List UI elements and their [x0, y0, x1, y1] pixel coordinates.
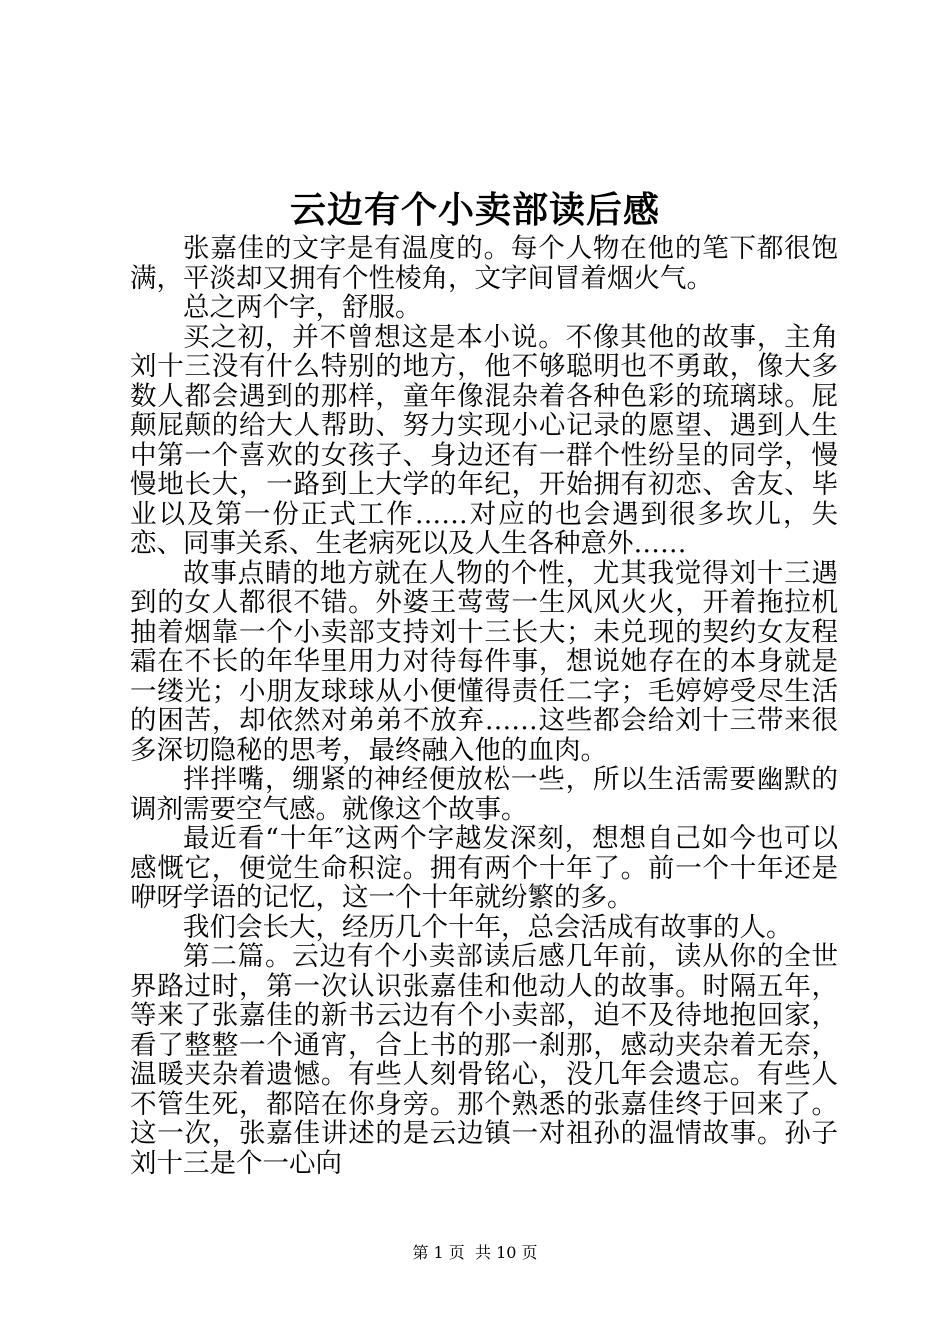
paragraph: 第二篇。云边有个小卖部读后感几年前，读从你的全世界路过时，第一次认识张嘉佳和他动人的故事。时隔五年，等来了张嘉佳的新书云边有个小卖部，迫不及待地抱回家，看了整整一个通宵，合上书的那一刹那，感动夹杂着无奈，温暖夹杂着遗憾。有些人刻骨铭心，没几年会遗忘。有些人不管生死，都陪在你身旁。那个熟悉的张嘉佳终于回来了。这一次，张嘉佳讲述的是云边镇一对祖孙的温情故事。孙子刘十三是个一心向 [130, 941, 838, 1179]
paragraph: 我们会长大，经历几个十年，总会活成有故事的人。 [183, 911, 793, 943]
paragraph: 最近看“十年″这两个字越发深刻，想想自己如今也可以感慨它，便觉生命积淀。拥有两个十年了。前一个十年还是咿呀学语的记忆，这一个十年就纷繁的多。 [130, 823, 838, 913]
paragraph: 买之初，并不曾想这是本小说。不像其他的故事，主角刘十三没有什么特别的地方，他不够聪明也不勇敢，像大多数人都会遇到的那样，童年像混杂着各种色彩的琉璃球。屁颠屁颠的给大人帮助、努力实现小心记录的愿望、遇到人生中第一个喜欢的女孩子、身边还有一群个性纷呈的同学，慢慢地长大，一路到上大学的年纪，开始拥有初恋、舍友、毕业以及第一份正式工作……对应的也会遇到很多坎儿，失恋、同事关系、生老病死以及人生各种意外…… [130, 321, 838, 559]
page-number: 第 1 页 [412, 1243, 465, 1262]
paragraph: 拌拌嘴，绷紧的神经便放松一些，所以生活需要幽默的调剂需要空气感。就像这个故事。 [130, 764, 838, 825]
paragraph: 张嘉佳的文字是有温度的。每个人物在他的笔下都很饱满，平淡却又拥有个性棱角，文字间冒着烟火气。 [130, 233, 838, 294]
document-body [130, 234, 838, 1178]
paragraph: 总之两个字，舒服。 [183, 292, 422, 323]
paragraph: 故事点睛的地方就在人物的个性，尤其我觉得刘十三遇到的女人都很不错。外婆王莺莺一生风风火火，开着拖拉机抽着烟靠一个小卖部支持刘十三长大；未兑现的契约女友程霜在不长的年华里用力对待每件事，想说她存在的本身就是一缕光；小朋友球球从小便懂得责任二字；毛婷婷受尽生活的困苦，却依然对弟弟不放弃……这些都会给刘十三带来很多深切隐秘的思考，最终融入他的血肉。 [130, 557, 838, 766]
document-title: 云边有个小卖部读后感 [289, 189, 660, 231]
page-total: 共 10 页 [474, 1243, 538, 1262]
page-footer [0, 1243, 950, 1263]
